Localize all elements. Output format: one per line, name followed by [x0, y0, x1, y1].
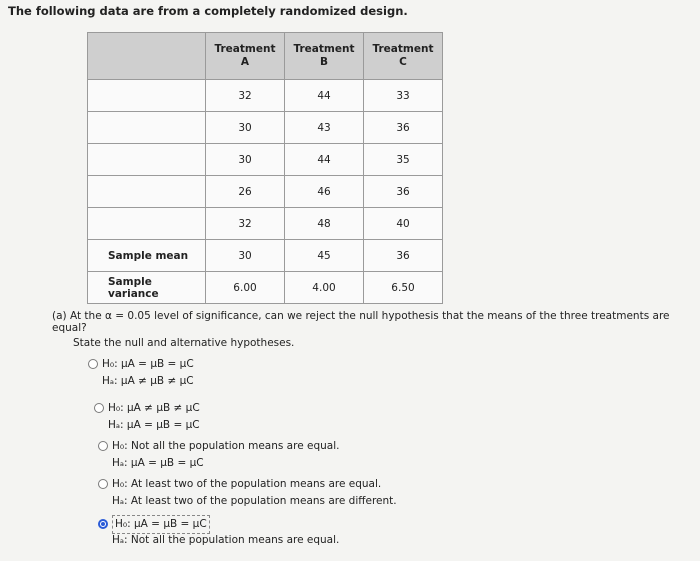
header-treatment-c	[364, 33, 443, 80]
question-text: At the α = 0.05 level of significance, can we reject the null hypothesis that the means of the three treatments are equal?	[52, 310, 670, 334]
hypothesis-option-5[interactable]	[98, 515, 339, 549]
cell: 26	[206, 176, 285, 208]
header-sub: A	[240, 56, 250, 68]
cell: 6.50	[364, 272, 443, 304]
cell: 30	[206, 144, 285, 176]
cell: 35	[364, 144, 443, 176]
cell: 48	[285, 208, 364, 240]
header-label: Treatment	[372, 43, 434, 55]
header-sub: B	[319, 56, 328, 68]
cell: 44	[285, 80, 364, 112]
cell: 43	[285, 112, 364, 144]
table-header-row	[88, 33, 443, 80]
header-label: Treatment	[214, 43, 276, 55]
cell: 44	[285, 144, 364, 176]
question	[52, 310, 700, 334]
hypothesis-option-2[interactable]	[94, 400, 200, 434]
table-row	[88, 144, 443, 176]
cell: 33	[364, 80, 443, 112]
instruction: State the null and alternative hypotheses.	[73, 337, 295, 349]
header-treatment-b	[285, 33, 364, 80]
cell: 4.00	[285, 272, 364, 304]
option-h0: H₀: μA = μB = μC	[102, 358, 194, 370]
table-row	[88, 208, 443, 240]
row-label	[88, 80, 206, 112]
option-ha: Hₐ: Not all the population means are equal.	[112, 534, 340, 546]
radio-button[interactable]	[98, 479, 108, 489]
hypothesis-option-4[interactable]	[98, 476, 397, 510]
radio-button[interactable]	[88, 359, 98, 369]
cell: 32	[206, 208, 285, 240]
sample-mean-label: Sample mean	[88, 240, 206, 272]
sample-variance-label: Sample variance	[88, 272, 206, 304]
row-label	[88, 112, 206, 144]
hypothesis-option-3[interactable]	[98, 438, 339, 472]
cell: 30	[206, 240, 285, 272]
header-label: Treatment	[293, 43, 355, 55]
cell: 30	[206, 112, 285, 144]
row-label	[88, 144, 206, 176]
radio-button-selected[interactable]	[98, 519, 108, 529]
radio-button[interactable]	[94, 403, 104, 413]
intro-text: The following data are from a completely randomized design.	[8, 4, 408, 18]
cell: 46	[285, 176, 364, 208]
table-row	[88, 112, 443, 144]
option-ha: Hₐ: μA = μB = μC	[108, 419, 200, 431]
hypothesis-option-1[interactable]	[88, 356, 194, 390]
cell: 40	[364, 208, 443, 240]
table-row	[88, 80, 443, 112]
sample-mean-row	[88, 240, 443, 272]
cell: 45	[285, 240, 364, 272]
header-blank	[88, 33, 206, 80]
option-ha: Hₐ: At least two of the population means are different.	[112, 495, 397, 507]
sample-variance-row	[88, 272, 443, 304]
cell: 36	[364, 240, 443, 272]
option-ha: Hₐ: μA = μB = μC	[112, 457, 204, 469]
option-h0: H₀: Not all the population means are equal.	[112, 440, 340, 452]
cell: 6.00	[206, 272, 285, 304]
data-table	[87, 32, 443, 304]
table-row	[88, 176, 443, 208]
header-treatment-a	[206, 33, 285, 80]
header-sub: C	[399, 56, 407, 68]
option-h0: H₀: At least two of the population means are equal.	[112, 478, 382, 490]
row-label	[88, 208, 206, 240]
option-h0: H₀: μA ≠ μB ≠ μC	[108, 402, 200, 414]
option-ha: Hₐ: μA ≠ μB ≠ μC	[102, 375, 194, 387]
question-part: (a)	[52, 310, 67, 322]
cell: 36	[364, 112, 443, 144]
row-label	[88, 176, 206, 208]
cell: 32	[206, 80, 285, 112]
radio-button[interactable]	[98, 441, 108, 451]
option-h0: H₀: μA = μB = μC	[112, 515, 210, 534]
cell: 36	[364, 176, 443, 208]
